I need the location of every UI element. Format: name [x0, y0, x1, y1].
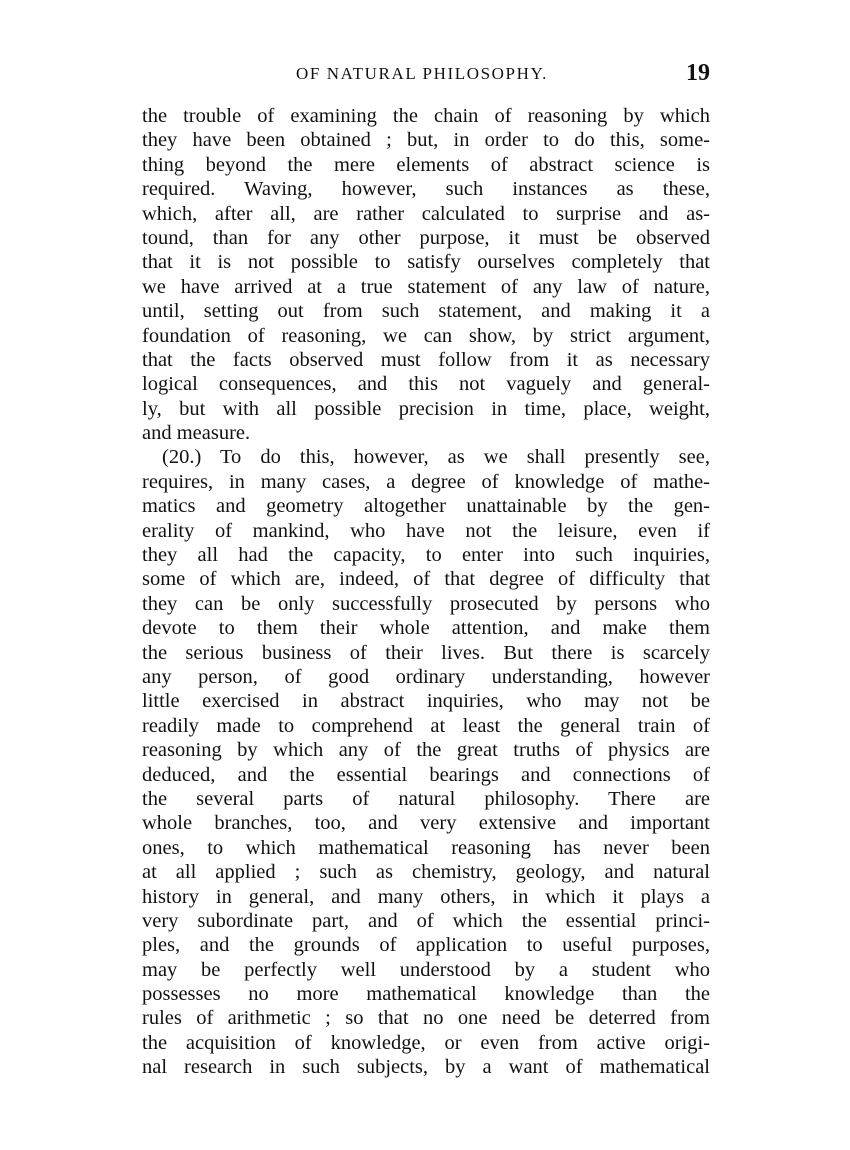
- text-line: the serious business of their lives. But there is scarcely: [142, 641, 710, 664]
- text-line: ples, and the grounds of application to useful purposes,: [142, 934, 710, 957]
- text-line: rules of arithmetic ; so that no one need be deterred from: [142, 1007, 710, 1030]
- paragraph-start-line: (20.) To do this, however, as we shall presently see,: [162, 446, 710, 469]
- text-line: very subordinate part, and of which the essential princi-: [142, 909, 710, 932]
- text-line: ones, to which mathematical reasoning has never been: [142, 836, 710, 859]
- text-line: that it is not possible to satisfy ourselves completely that: [142, 251, 710, 274]
- text-line: logical consequences, and this not vaguely and general-: [142, 373, 710, 396]
- text-line: foundation of reasoning, we can show, by strict argument,: [142, 324, 710, 347]
- text-line: reasoning by which any of the great truths of physics are: [142, 739, 710, 762]
- text-line: we have arrived at a true statement of any law of nature,: [142, 275, 710, 298]
- text-line: thing beyond the mere elements of abstract science is: [142, 153, 710, 176]
- text-line: at all applied ; such as chemistry, geology, and natural: [142, 861, 710, 884]
- text-line: they have been obtained ; but, in order to do this, some-: [142, 129, 710, 152]
- text-line: possesses no more mathematical knowledge than the: [142, 983, 710, 1006]
- text-line: required. Waving, however, such instances as these,: [142, 178, 710, 201]
- text-line: history in general, and many others, in which it plays a: [142, 885, 710, 908]
- text-line: devote to them their whole attention, and make them: [142, 617, 710, 640]
- text-line: readily made to comprehend at least the general train of: [142, 714, 710, 737]
- text-line: ly, but with all possible precision in time, place, weight,: [142, 397, 710, 420]
- text-line: the trouble of examining the chain of reasoning by which: [142, 105, 710, 127]
- text-line: matics and geometry altogether unattainable by the gen-: [142, 495, 710, 518]
- text-line: tound, than for any other purpose, it must be observed: [142, 226, 710, 249]
- running-title: OF NATURAL PHILOSOPHY.: [296, 64, 548, 83]
- text-line: may be perfectly well understood by a student who: [142, 958, 710, 981]
- body-text: [142, 104, 710, 1080]
- text-line: any person, of good ordinary understanding, however: [142, 665, 710, 688]
- text-line: deduced, and the essential bearings and connections of: [142, 763, 710, 786]
- text-line: they can be only successfully prosecuted by persons who: [142, 592, 710, 615]
- text-line: the several parts of natural philosophy. There are: [142, 787, 710, 810]
- text-line: that the facts observed must follow from it as necessary: [142, 348, 710, 371]
- text-line: nal research in such subjects, by a want of mathematical: [142, 1056, 710, 1079]
- text-line: erality of mankind, who have not the leisure, even if: [142, 519, 710, 542]
- text-line: and measure.: [142, 422, 251, 445]
- text-line: requires, in many cases, a degree of knowledge of mathe-: [142, 470, 710, 493]
- page-number: 19: [686, 60, 710, 86]
- text-line: some of which are, indeed, of that degree of difficulty that: [142, 568, 710, 591]
- text-line: the acquisition of knowledge, or even from active origi-: [142, 1031, 710, 1054]
- text-line: they all had the capacity, to enter into such inquiries,: [142, 544, 710, 567]
- text-line: whole branches, too, and very extensive and important: [142, 812, 710, 835]
- text-line: little exercised in abstract inquiries, who may not be: [142, 690, 710, 713]
- running-head: [142, 60, 710, 92]
- text-line: which, after all, are rather calculated to surprise and as-: [142, 202, 710, 225]
- text-line: until, setting out from such statement, and making it a: [142, 300, 710, 323]
